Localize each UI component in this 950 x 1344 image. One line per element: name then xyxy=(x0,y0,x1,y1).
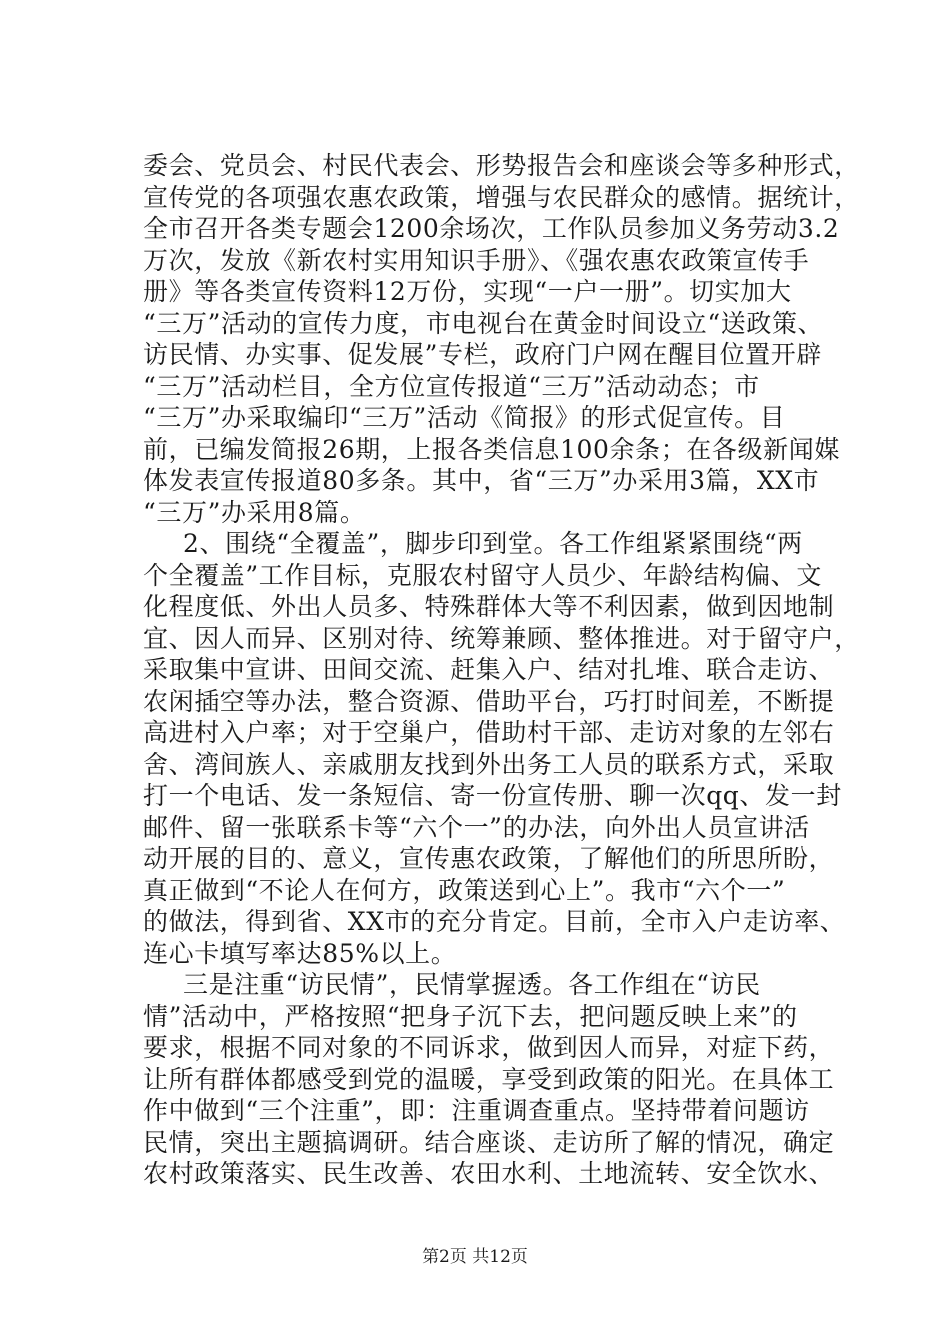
text-line: 个全覆盖”工作目标，克服农村留守人员少、年龄结构偏、文 xyxy=(143,560,822,590)
text-line: 连心卡填写率达85%以上。 xyxy=(143,938,457,968)
text-line: 体发表宣传报道80多条。其中，省“三万”办采用3篇，XX市 xyxy=(143,466,820,495)
text-line: 农闲插空等办法，整合资源、借助平台，巧打时间差，不断提 xyxy=(143,686,835,716)
text-line: 邮件、留一张联系卡等“六个一”的办法，向外出人员宣讲活 xyxy=(143,812,810,842)
text-line: 民情，突出主题搞调研。结合座谈、走访所了解的情况，确定 xyxy=(143,1127,835,1157)
body-text xyxy=(143,150,860,1190)
text-line: 宣传党的各项强农惠农政策，增强与农民群众的感情。据统计， xyxy=(143,182,860,212)
paragraph-start-line: 三是注重“访民情”，民情掌握透。各工作组在“访民 xyxy=(183,970,761,999)
text-line: 的做法，得到省、XX市的充分肯定。目前，全市入户走访率、 xyxy=(143,907,846,936)
text-line: 高进村入户率；对于空巢户，借助村干部、走访对象的左邻右 xyxy=(143,718,835,747)
text-line: 访民情、办实事、促发展”专栏，政府门户网在醒目位置开辟 xyxy=(143,340,822,369)
text-line: “三万”办采用8篇。 xyxy=(143,497,366,527)
text-line: 情”活动中，严格按照“把身子沉下去，把问题反映上来”的 xyxy=(143,1001,798,1031)
text-line: 前，已编发简报26期，上报各类信息100余条；在各级新闻媒 xyxy=(143,434,840,464)
text-line: “三万”活动的宣传力度，市电视台在黄金时间设立“送政策、 xyxy=(143,308,824,338)
text-line: 要求，根据不同对象的不同诉求，做到因人而异，对症下药， xyxy=(143,1033,835,1062)
text-line: 采取集中宣讲、田间交流、赶集入户、结对扎堆、联合走访、 xyxy=(143,655,835,684)
text-line: “三万”办采取编印“三万”活动《简报》的形式促宣传。目 xyxy=(143,403,786,432)
text-line: 作中做到“三个注重”，即：注重调查重点。坚持带着问题访 xyxy=(143,1096,810,1125)
text-line: 让所有群体都感受到党的温暖，享受到政策的阳光。在具体工 xyxy=(143,1064,835,1094)
text-line: 打一个电话、发一条短信、寄一份宣传册、聊一次qq、发一封 xyxy=(143,781,842,810)
text-line: 动开展的目的、意义，宣传惠农政策，了解他们的所思所盼， xyxy=(143,844,835,873)
text-line: “三万”活动栏目，全方位宣传报道“三万”活动动态；市 xyxy=(143,371,760,401)
text-line: 化程度低、外出人员多、特殊群体大等不利因素，做到因地制 xyxy=(143,592,835,621)
text-line: 委会、党员会、村民代表会、形势报告会和座谈会等多种形式， xyxy=(143,151,860,180)
page-number-footer: 第2页 共12页 xyxy=(422,1247,528,1267)
text-line: 农村政策落实、民生改善、农田水利、土地流转、安全饮水、 xyxy=(143,1159,835,1188)
text-line: 全市召开各类专题会1200余场次，工作队员参加义务劳动3.2 xyxy=(143,214,840,243)
text-line: 册》等各类宣传资料12万份，实现“一户一册”。切实加大 xyxy=(143,277,792,306)
paragraph-start-line: 2、围绕“全覆盖”，脚步印到堂。各工作组紧紧围绕“两 xyxy=(183,529,803,558)
text-line: 舍、湾间族人、亲戚朋友找到外出务工人员的联系方式，采取 xyxy=(143,749,835,779)
text-line: 真正做到“不论人在何方，政策送到心上”。我市“六个一” xyxy=(143,875,786,905)
text-line: 宜、因人而异、区别对待、统筹兼顾、整体推进。对于留守户， xyxy=(143,623,860,653)
text-line: 万次，发放《新农村实用知识手册》、《强农惠农政策宣传手 xyxy=(143,245,810,275)
